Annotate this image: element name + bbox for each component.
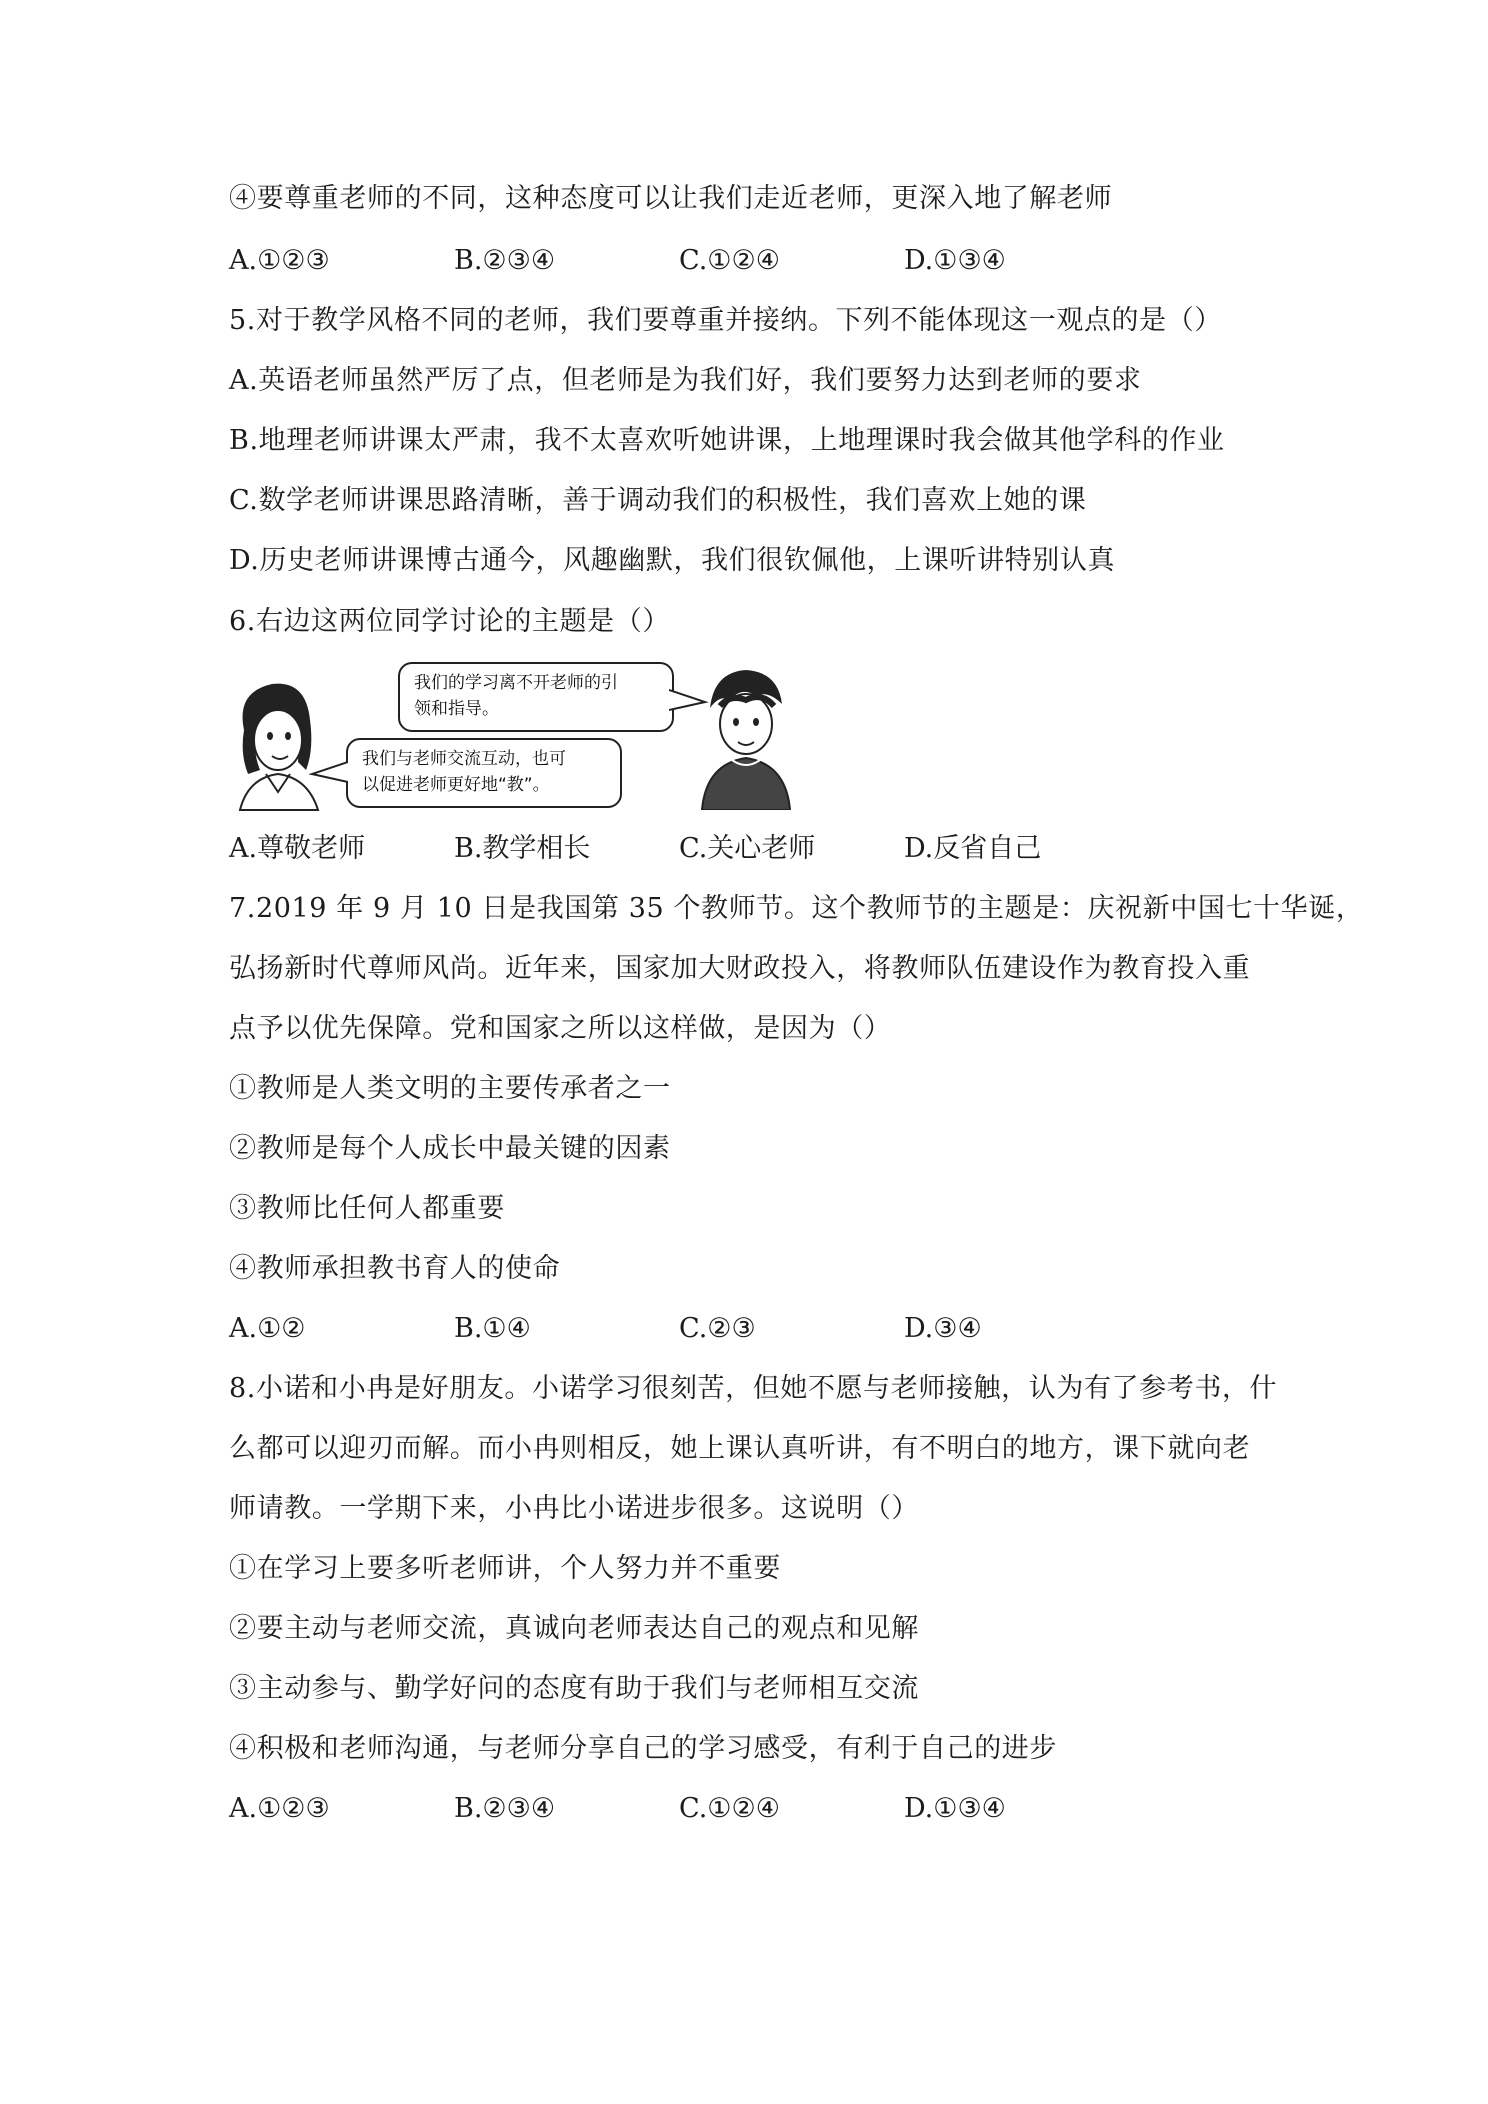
q6-option-d: D.反省自己 [904,833,1042,864]
bubble-boy-tail [669,688,709,714]
q5-option-a: A.英语老师虽然严厉了点，但老师是为我们好，我们要努力达到老师的要求 [229,365,1142,396]
q8-option-c: C.①②④ [679,1793,780,1824]
q8-stem-line-3: 师请教。一学期下来，小冉比小诺进步很多。这说明（） [229,1493,919,1524]
q4-option-a: A.①②③ [229,245,330,276]
q7-option-a: A.①② [229,1313,306,1344]
q8-item-2: ②要主动与老师交流，真诚向老师表达自己的观点和见解 [229,1613,919,1644]
q5-option-b: B.地理老师讲课太严肃，我不太喜欢听她讲课，上地理课时我会做其他学科的作业 [229,425,1225,456]
q7-stem-line-2: 弘扬新时代尊师风尚。近年来，国家加大财政投入，将教师队伍建设作为教育投入重 [229,953,1251,984]
q4-item-4: ④要尊重老师的不同，这种态度可以让我们走近老师，更深入地了解老师 [229,183,1113,214]
q8-stem-line-1: 8.小诺和小冉是好朋友。小诺学习很刻苦，但她不愿与老师接触，认为有了参考书，什 [229,1373,1278,1404]
q8-item-3: ③主动参与、勤学好问的态度有助于我们与老师相互交流 [229,1673,919,1704]
q7-option-d: D.③④ [904,1313,982,1344]
speech-bubble-boy [398,662,674,732]
q8-item-1: ①在学习上要多听老师讲，个人努力并不重要 [229,1553,781,1584]
q6-option-b: B.教学相长 [454,833,591,864]
q4-option-c: C.①②④ [679,245,780,276]
q7-stem-line-3: 点予以优先保障。党和国家之所以这样做，是因为（） [229,1013,892,1044]
q5-option-d: D.历史老师讲课博古通今，风趣幽默，我们很钦佩他，上课听讲特别认真 [229,545,1116,576]
bubble-girl-line-1: 我们与老师交流互动，也可 [362,749,566,769]
q8-item-4: ④积极和老师沟通，与老师分享自己的学习感受，有利于自己的进步 [229,1733,1057,1764]
q7-stem-line-1: 7.2019 年 9 月 10 日是我国第 35 个教师节。这个教师节的主题是：庆祝新中国七十华诞， [229,893,1364,924]
q8-option-a: A.①②③ [229,1793,330,1824]
discussion-illustration [226,660,686,810]
q4-option-b: B.②③④ [454,245,556,276]
q7-item-4: ④教师承担教书育人的使命 [229,1253,561,1284]
q5-stem: 5.对于教学风格不同的老师，我们要尊重并接纳。下列不能体现这一观点的是（） [229,305,1222,336]
q5-option-c: C.数学老师讲课思路清晰，善于调动我们的积极性，我们喜欢上她的课 [229,485,1087,516]
q7-item-3: ③教师比任何人都重要 [229,1193,505,1224]
q8-option-b: B.②③④ [454,1793,556,1824]
q7-item-2: ②教师是每个人成长中最关键的因素 [229,1133,671,1164]
bubble-boy-line-2: 领和指导。 [414,699,499,719]
q8-stem-line-2: 么都可以迎刃而解。而小冉则相反，她上课认真听讲，有不明白的地方，课下就向老 [229,1433,1251,1464]
q6-option-a: A.尊敬老师 [229,833,366,864]
q6-stem: 6.右边这两位同学讨论的主题是（） [229,606,670,637]
bubble-girl-line-2: 以促进老师更好地“教”。 [362,775,550,795]
q8-option-d: D.①③④ [904,1793,1006,1824]
q4-option-d: D.①③④ [904,245,1006,276]
girl-figure [226,670,326,820]
speech-bubble-girl [346,738,622,808]
q6-option-c: C.关心老师 [679,833,816,864]
bubble-girl-tail [308,760,348,786]
bubble-boy-line-1: 我们的学习离不开老师的引 [414,673,618,693]
q7-option-c: C.②③ [679,1313,756,1344]
boy-figure [696,660,796,810]
q7-item-1: ①教师是人类文明的主要传承者之一 [229,1073,671,1104]
q7-option-b: B.①④ [454,1313,531,1344]
